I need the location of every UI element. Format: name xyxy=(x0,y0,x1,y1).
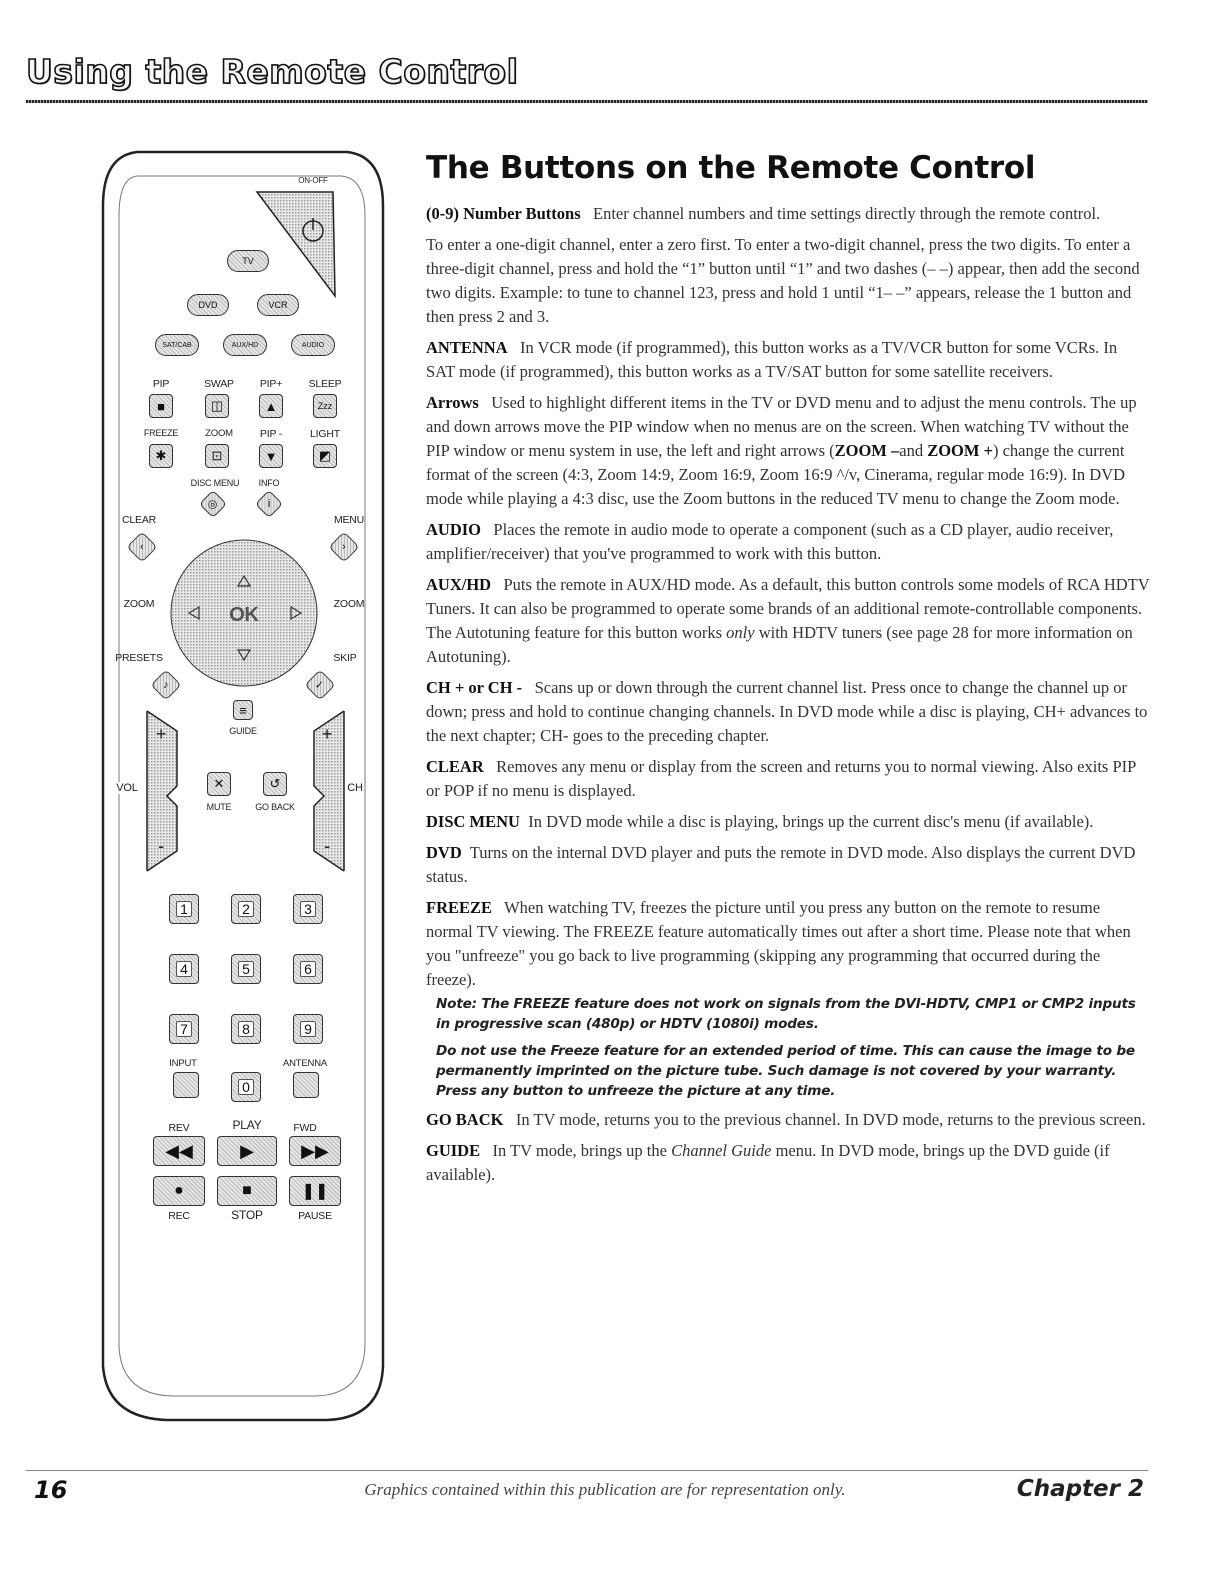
page-number: 16 xyxy=(34,1476,68,1504)
clear-label: CLEAR xyxy=(121,514,157,526)
fast-forward-icon: ▶▶ xyxy=(301,1140,329,1161)
antenna-button[interactable] xyxy=(293,1072,319,1098)
pause-icon: ❚❚ xyxy=(301,1183,329,1200)
entry-clear: CLEAR Removes any menu or display from the screen and returns you to normal viewing. Also exits PIP or POP if no menu is displayed. xyxy=(426,757,1136,800)
sleep-button[interactable] xyxy=(313,394,337,418)
swap-button[interactable] xyxy=(205,394,229,418)
pip-minus-label: PIP - xyxy=(259,428,283,440)
pip-plus-label: PIP+ xyxy=(259,378,283,390)
pip-button[interactable] xyxy=(149,394,173,418)
freeze-button[interactable] xyxy=(149,444,173,468)
freeze-icon: ✱ xyxy=(155,448,167,463)
pip-down-icon: ▼ xyxy=(264,448,278,464)
mute-icon: ✕ xyxy=(213,776,225,791)
ch-label: CH xyxy=(347,782,363,794)
light-label: LIGHT xyxy=(310,428,340,440)
number-button-9[interactable]: 9 xyxy=(293,1014,323,1044)
disc-menu-label: DISC MENU xyxy=(190,478,240,488)
record-icon: ● xyxy=(174,1182,184,1199)
entry-ch: CH + or CH - Scans up or down through the current channel list. Press once to change the channel up or down; press and hold to continue changing channels. In DVD mode while a disc is playing, CH+ advances to the next chapter; CH- goes to the preceding chapter. xyxy=(426,678,1148,745)
go-back-icon: ↺ xyxy=(269,776,281,791)
number-button-6[interactable]: 6 xyxy=(293,954,323,984)
stop-label: STOP xyxy=(231,1208,263,1222)
stop-button[interactable] xyxy=(217,1176,277,1206)
input-button[interactable] xyxy=(173,1072,199,1098)
clear-icon: ‹ xyxy=(140,540,144,553)
go-back-label: GO BACK xyxy=(255,802,295,812)
number-button-0[interactable]: 0 xyxy=(231,1072,261,1102)
mute-button[interactable] xyxy=(207,772,231,796)
pip-label: PIP xyxy=(152,378,170,390)
dvd-button[interactable]: DVD xyxy=(187,294,229,316)
number-button-7[interactable]: 7 xyxy=(169,1014,199,1044)
disc-icon: ◎ xyxy=(208,498,218,511)
rec-label: REC xyxy=(168,1210,190,1222)
pause-button[interactable] xyxy=(289,1176,341,1206)
number-button-1[interactable]: 1 xyxy=(169,894,199,924)
skip-label: SKIP xyxy=(333,652,357,664)
fwd-button[interactable] xyxy=(289,1136,341,1166)
play-button[interactable] xyxy=(217,1136,277,1166)
zoom-label: ZOOM xyxy=(205,428,233,439)
mute-label: MUTE xyxy=(206,802,232,812)
vol-down-icon[interactable]: - xyxy=(158,836,164,856)
stop-icon: ■ xyxy=(242,1182,252,1199)
zoom-plus-label: ZOOM xyxy=(333,598,365,610)
on-off-label: ON-OFF xyxy=(298,176,328,185)
ch-down-icon[interactable]: - xyxy=(324,836,330,856)
pip-icon: ■ xyxy=(157,398,165,414)
entry-guide: GUIDE In TV mode, brings up the Channel Guide menu. In DVD mode, brings up the DVD guide (if available). xyxy=(426,1141,1110,1184)
sleep-icon: Zzz xyxy=(317,401,333,411)
number-button-8[interactable]: 8 xyxy=(231,1014,261,1044)
entry-number-buttons: (0-9) Number Buttons Enter channel numbers and time settings directly through the remote control. xyxy=(426,204,1101,223)
presets-icon: ♪ xyxy=(163,679,169,691)
antenna-label: ANTENNA xyxy=(283,1058,327,1069)
zoom-minus-label: ZOOM xyxy=(123,598,155,610)
input-label: INPUT xyxy=(169,1058,197,1069)
entry-dvd: DVD Turns on the internal DVD player and puts the remote in DVD mode. Also displays the current DVD status. xyxy=(426,843,1136,886)
ok-button[interactable]: OK xyxy=(229,604,259,626)
section-title: The Buttons on the Remote Control xyxy=(426,150,1036,186)
number-button-5[interactable]: 5 xyxy=(231,954,261,984)
pause-label: PAUSE xyxy=(298,1210,332,1222)
info-label: INFO xyxy=(258,478,280,488)
menu-label: MENU xyxy=(333,514,365,526)
entry-audio: AUDIO Places the remote in audio mode to operate a component (such as a CD player, audio receiver, amplifier/receiver) that you've programmed to work with this button. xyxy=(426,520,1114,563)
zoom-icon: ⊡ xyxy=(211,448,223,463)
entry-disc-menu: DISC MENU In DVD mode while a disc is playing, brings up the current disc's menu (if available). xyxy=(426,812,1094,831)
entry-number-buttons-detail: To enter a one-digit channel, enter a zero first. To enter a two-digit channel, press the two digits. To enter a three-digit channel, press and hold the “1” button until “1” and two dashes (– –) appear, then add the second two digits. Example: to tune to channel 123, press and hold 1 until “1– –” appears, release the 1 button and then press 2 and 3. xyxy=(426,235,1140,326)
aux-hd-button[interactable]: AUX/HD xyxy=(223,334,267,356)
footer-note: Graphics contained within this publication are for representation only. xyxy=(364,1480,846,1499)
guide-icon: ≡ xyxy=(239,702,247,718)
fwd-label: FWD xyxy=(293,1122,317,1134)
vcr-button[interactable]: VCR xyxy=(257,294,299,316)
menu-icon: › xyxy=(342,540,346,553)
freeze-note: Note: The FREEZE feature does not work on signals from the DVI-HDTV, CMP1 or CMP2 inputs in progressive scan (480p) or HDTV (1080i) modes. xyxy=(436,996,1136,1032)
entry-aux-hd: AUX/HD Puts the remote in AUX/HD mode. As a default, this button controls some models of RCA HDTV Tuners. It can also be programmed to operate some brands of an additional remote-controllable components. The Autotuning feature for this button works only with HDTV tuners (see page 28 for more information on Autotuning). xyxy=(426,575,1150,666)
freeze-label: FREEZE xyxy=(143,428,179,438)
rev-button[interactable] xyxy=(153,1136,205,1166)
guide-label: GUIDE xyxy=(229,726,257,736)
number-button-3[interactable]: 3 xyxy=(293,894,323,924)
rewind-icon: ◀◀ xyxy=(165,1140,193,1161)
pip-up-icon: ▲ xyxy=(264,398,278,414)
vol-label: VOL xyxy=(116,782,138,794)
swap-label: SWAP xyxy=(204,378,234,390)
entry-antenna: ANTENNA In VCR mode (if programmed), this button works as a TV/VCR button for some VCRs. In SAT mode (if programmed), this button works as a TV/SAT button for some satellite receivers. xyxy=(426,338,1118,381)
sleep-label: SLEEP xyxy=(308,378,342,390)
light-button[interactable] xyxy=(313,444,337,468)
light-icon: ◩ xyxy=(318,448,332,463)
info-icon: i xyxy=(267,497,271,510)
presets-label: PRESETS xyxy=(115,652,163,664)
entry-go-back: GO BACK In TV mode, returns you to the previous channel. In DVD mode, returns to the previous screen. xyxy=(426,1110,1146,1129)
chapter-label: Chapter 2 xyxy=(1016,1476,1144,1502)
number-button-4[interactable]: 4 xyxy=(169,954,199,984)
number-button-2[interactable]: 2 xyxy=(231,894,261,924)
ch-up-icon[interactable]: + xyxy=(321,724,333,744)
swap-icon: ◫ xyxy=(210,398,224,413)
vol-up-icon[interactable]: + xyxy=(155,724,167,744)
skip-icon: ✓ xyxy=(315,679,325,692)
audio-button[interactable]: AUDIO xyxy=(291,334,335,356)
entry-freeze: FREEZE When watching TV, freezes the picture until you press any button on the remote to resume normal TV viewing. The FREEZE feature automatically times out after a short time. Please note that when you "unfreeze" you go back to live programming (skipping any programming that occurred during the freeze). xyxy=(426,898,1131,989)
footer-rule xyxy=(26,1470,1148,1471)
guide-button[interactable] xyxy=(233,700,253,720)
pip-minus-button[interactable] xyxy=(259,444,283,468)
play-label: PLAY xyxy=(232,1118,262,1132)
freeze-warning: Do not use the Freeze feature for an extended period of time. This can cause the image to be permanently imprinted on the picture tube. Such damage is not covered by your warranty. Press any button to unfreeze the picture at any time. xyxy=(436,1043,1135,1099)
rev-label: REV xyxy=(168,1122,190,1134)
sat-cab-button[interactable]: SAT/CAB xyxy=(155,334,199,356)
play-icon: ▶ xyxy=(240,1140,254,1161)
page-header-title: Using the Remote Control xyxy=(26,52,519,91)
button-descriptions xyxy=(426,150,1150,1194)
entry-arrows: Arrows Used to highlight different items in the TV or DVD menu and to adjust the menu controls. The up and down arrows move the PIP window when no menus are on the screen. When watching TV without the PIP window or menu system in use, the left and right arrows (ZOOM –and ZOOM +) change the current format of the screen (4:3, Zoom 14:9, Zoom 16:9, Zoom 16:9 ^/v, Cinerama, regular mode 16:9). In DVD mode while playing a 4:3 disc, use the Zoom buttons in the reduced TV menu to change the Zoom mode. xyxy=(426,393,1137,508)
remote-illustration xyxy=(97,146,389,1424)
header-rule xyxy=(26,100,1148,103)
zoom-button[interactable] xyxy=(205,444,229,468)
tv-button[interactable]: TV xyxy=(227,250,269,272)
pip-plus-button[interactable] xyxy=(259,394,283,418)
rec-button[interactable] xyxy=(153,1176,205,1206)
go-back-button[interactable] xyxy=(263,772,287,796)
